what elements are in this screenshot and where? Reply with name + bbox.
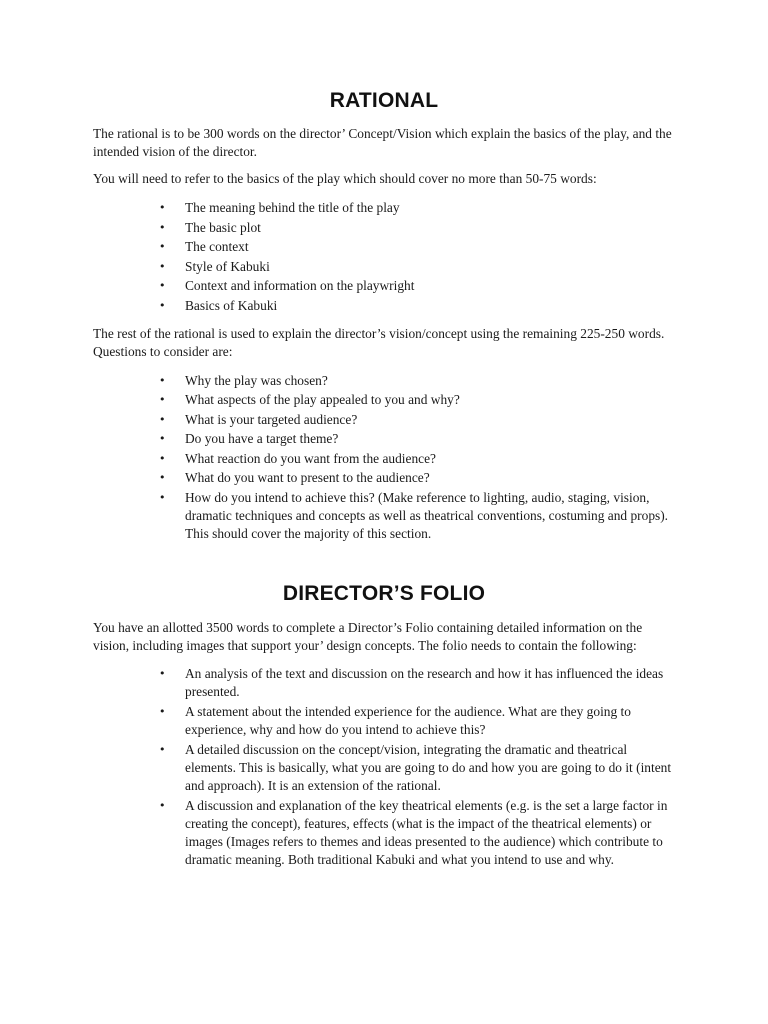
bullet-icon: •: [159, 201, 166, 214]
rational-intro-paragraph: The rational is to be 300 words on the director’ Concept/Vision which explain the basics of the play, and the intended vision of the director.: [93, 126, 672, 159]
bullet-icon: •: [159, 240, 166, 253]
bullet-icon: •: [159, 220, 166, 234]
list-item-text: What reaction do you want from the audience?: [185, 450, 436, 466]
list-item: [93, 219, 675, 237]
bullet-icon: •: [159, 490, 166, 504]
rational-vision-paragraph: The rest of the rational is used to explain the director’s vision/concept using the remaining 225-250 words. Questions to consider are:: [93, 325, 665, 359]
list-item: [93, 703, 675, 739]
list-item-text: A detailed discussion on the concept/vision, integrating the dramatic and theatrical elements. This is basically, what you are going to do and how you are going to do it (intent and approach). It is an extension of the rational.: [185, 741, 672, 793]
list-item: [93, 372, 675, 390]
section-title-directors-folio: DIRECTOR’S FOLIO: [282, 581, 486, 605]
section-title-rational: RATIONAL: [329, 89, 439, 112]
list-item: [93, 297, 675, 315]
list-item: [93, 277, 675, 295]
list-item-text: The basic plot: [185, 219, 261, 235]
list-item-text: An analysis of the text and discussion on the research and how it has influenced the ideas presented.: [185, 665, 664, 699]
bullet-icon: •: [159, 798, 166, 812]
rational-basics-paragraph: You will need to refer to the basics of the play which should cover no more than 50-75 words:: [93, 171, 597, 186]
list-item: [93, 391, 675, 409]
list-item-text: Style of Kabuki: [185, 258, 270, 274]
list-item-text: Basics of Kabuki: [185, 297, 278, 313]
list-item-text: Do you have a target theme?: [185, 431, 339, 446]
bullet-icon: •: [159, 279, 166, 292]
list-item: [93, 411, 675, 429]
list-item: [93, 238, 675, 256]
list-item-text: What aspects of the play appealed to you and why?: [185, 392, 460, 407]
bullet-icon: •: [159, 432, 166, 445]
folio-intro-paragraph: You have an allotted 3500 words to complete a Director’s Folio containing detailed information on the vision, including images that support your’ design concepts. The folio needs to contain the following:: [93, 619, 643, 653]
bullet-icon: •: [159, 373, 166, 387]
list-item: [93, 797, 675, 869]
list-item-text: A statement about the intended experience for the audience. What are they going to experience, why and how do you intend to achieve this?: [185, 703, 631, 737]
list-item-text: Why the play was chosen?: [185, 372, 328, 388]
basics-list: [93, 199, 675, 315]
folio-contents-list: [93, 665, 675, 869]
bullet-icon: •: [159, 298, 166, 312]
list-item-text: How do you intend to achieve this? (Make reference to lighting, audio, staging, vision, dramatic techniques and concepts as well as theatrical conventions, costuming and props). This should cover the majority of this section.: [185, 489, 669, 541]
list-item: [93, 489, 675, 543]
bullet-icon: •: [159, 259, 166, 273]
list-item: [93, 430, 675, 448]
list-item-text: The context: [185, 239, 249, 254]
list-item-text: What is your targeted audience?: [185, 411, 358, 427]
list-item: [93, 741, 675, 795]
list-item: [93, 665, 675, 701]
list-item: [93, 258, 675, 276]
list-item: [93, 469, 675, 487]
bullet-icon: •: [159, 412, 166, 426]
list-item-text: The meaning behind the title of the play: [185, 200, 400, 215]
bullet-icon: •: [159, 742, 166, 756]
list-item-text: A discussion and explanation of the key theatrical elements (e.g. is the set a large factor in creating the concept), features, effects (what is the impact of the theatrical elements) or images (Images refers to themes and ideas presented to the audience) which contribute to dramatic meaning. Both traditional Kabuki and what you intend to use and why.: [185, 797, 668, 867]
bullet-icon: •: [159, 666, 166, 680]
list-item: [93, 199, 675, 217]
list-item: [93, 450, 675, 468]
list-item-text: Context and information on the playwright: [185, 278, 415, 293]
bullet-icon: •: [159, 451, 166, 465]
bullet-icon: •: [159, 704, 166, 718]
list-item-text: What do you want to present to the audience?: [185, 470, 430, 485]
bullet-icon: •: [159, 393, 166, 406]
bullet-icon: •: [159, 471, 166, 484]
questions-list: [93, 372, 675, 543]
